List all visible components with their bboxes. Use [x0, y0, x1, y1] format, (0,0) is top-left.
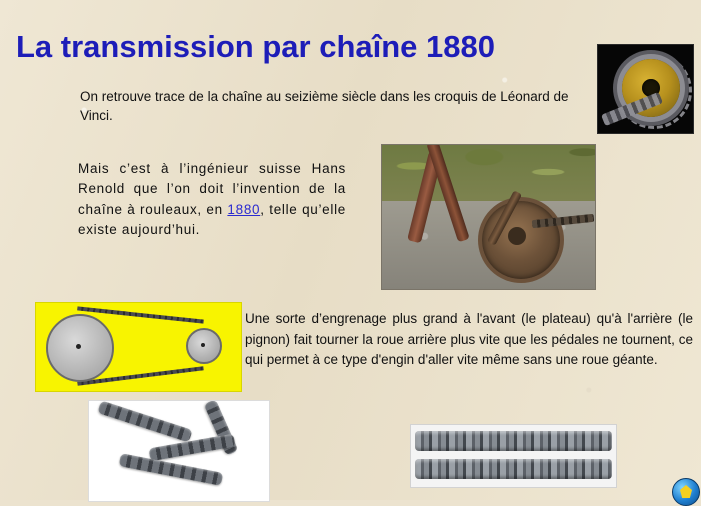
year-link-1880[interactable]: 1880 [227, 201, 261, 217]
bicycle-crankset-photo [381, 144, 596, 290]
chain-link-row [415, 431, 612, 451]
chain-links-closeup-photo [410, 424, 617, 488]
roller-chain-photo [88, 400, 270, 502]
chain-segment [97, 400, 192, 442]
badge-shield-mark [680, 485, 692, 498]
diagram-front-sprocket [46, 314, 114, 382]
chain-segment [119, 453, 224, 486]
chain-drive-diagram [35, 302, 242, 392]
paragraph-renold [78, 159, 346, 240]
page-title: La transmission par chaîne 1880 [16, 28, 495, 64]
corner-badge-icon [672, 478, 700, 506]
paragraph-leonardo: On retrouve trace de la chaîne au seizième siècle dans les croquis de Léonard de Vinci. [80, 89, 569, 123]
sprocket-photo [597, 44, 694, 134]
paragraph-renold-part1: Mais c’est à l’ingénieur suisse Hans Renold que l’on doit l’invention de la chaîne à rouleaux, en [78, 161, 346, 217]
paragraph-gearing: Une sorte d’engrenage plus grand à l'avant (le plateau) qu'à l'arrière (le pignon) fait tourner la roue arrière plus vite que les pédales ne tournent, ce qui permet à ce type d'engin d'aller vite même sans une roue géante. [245, 311, 693, 368]
chain-link-row [415, 459, 612, 479]
paragraph-renold-part2: , telle qu’elle existe aujourd’hui. [78, 201, 346, 237]
chain-segment [149, 434, 236, 462]
diagram-rear-sprocket [186, 328, 222, 364]
photo-foliage-background [382, 145, 595, 205]
